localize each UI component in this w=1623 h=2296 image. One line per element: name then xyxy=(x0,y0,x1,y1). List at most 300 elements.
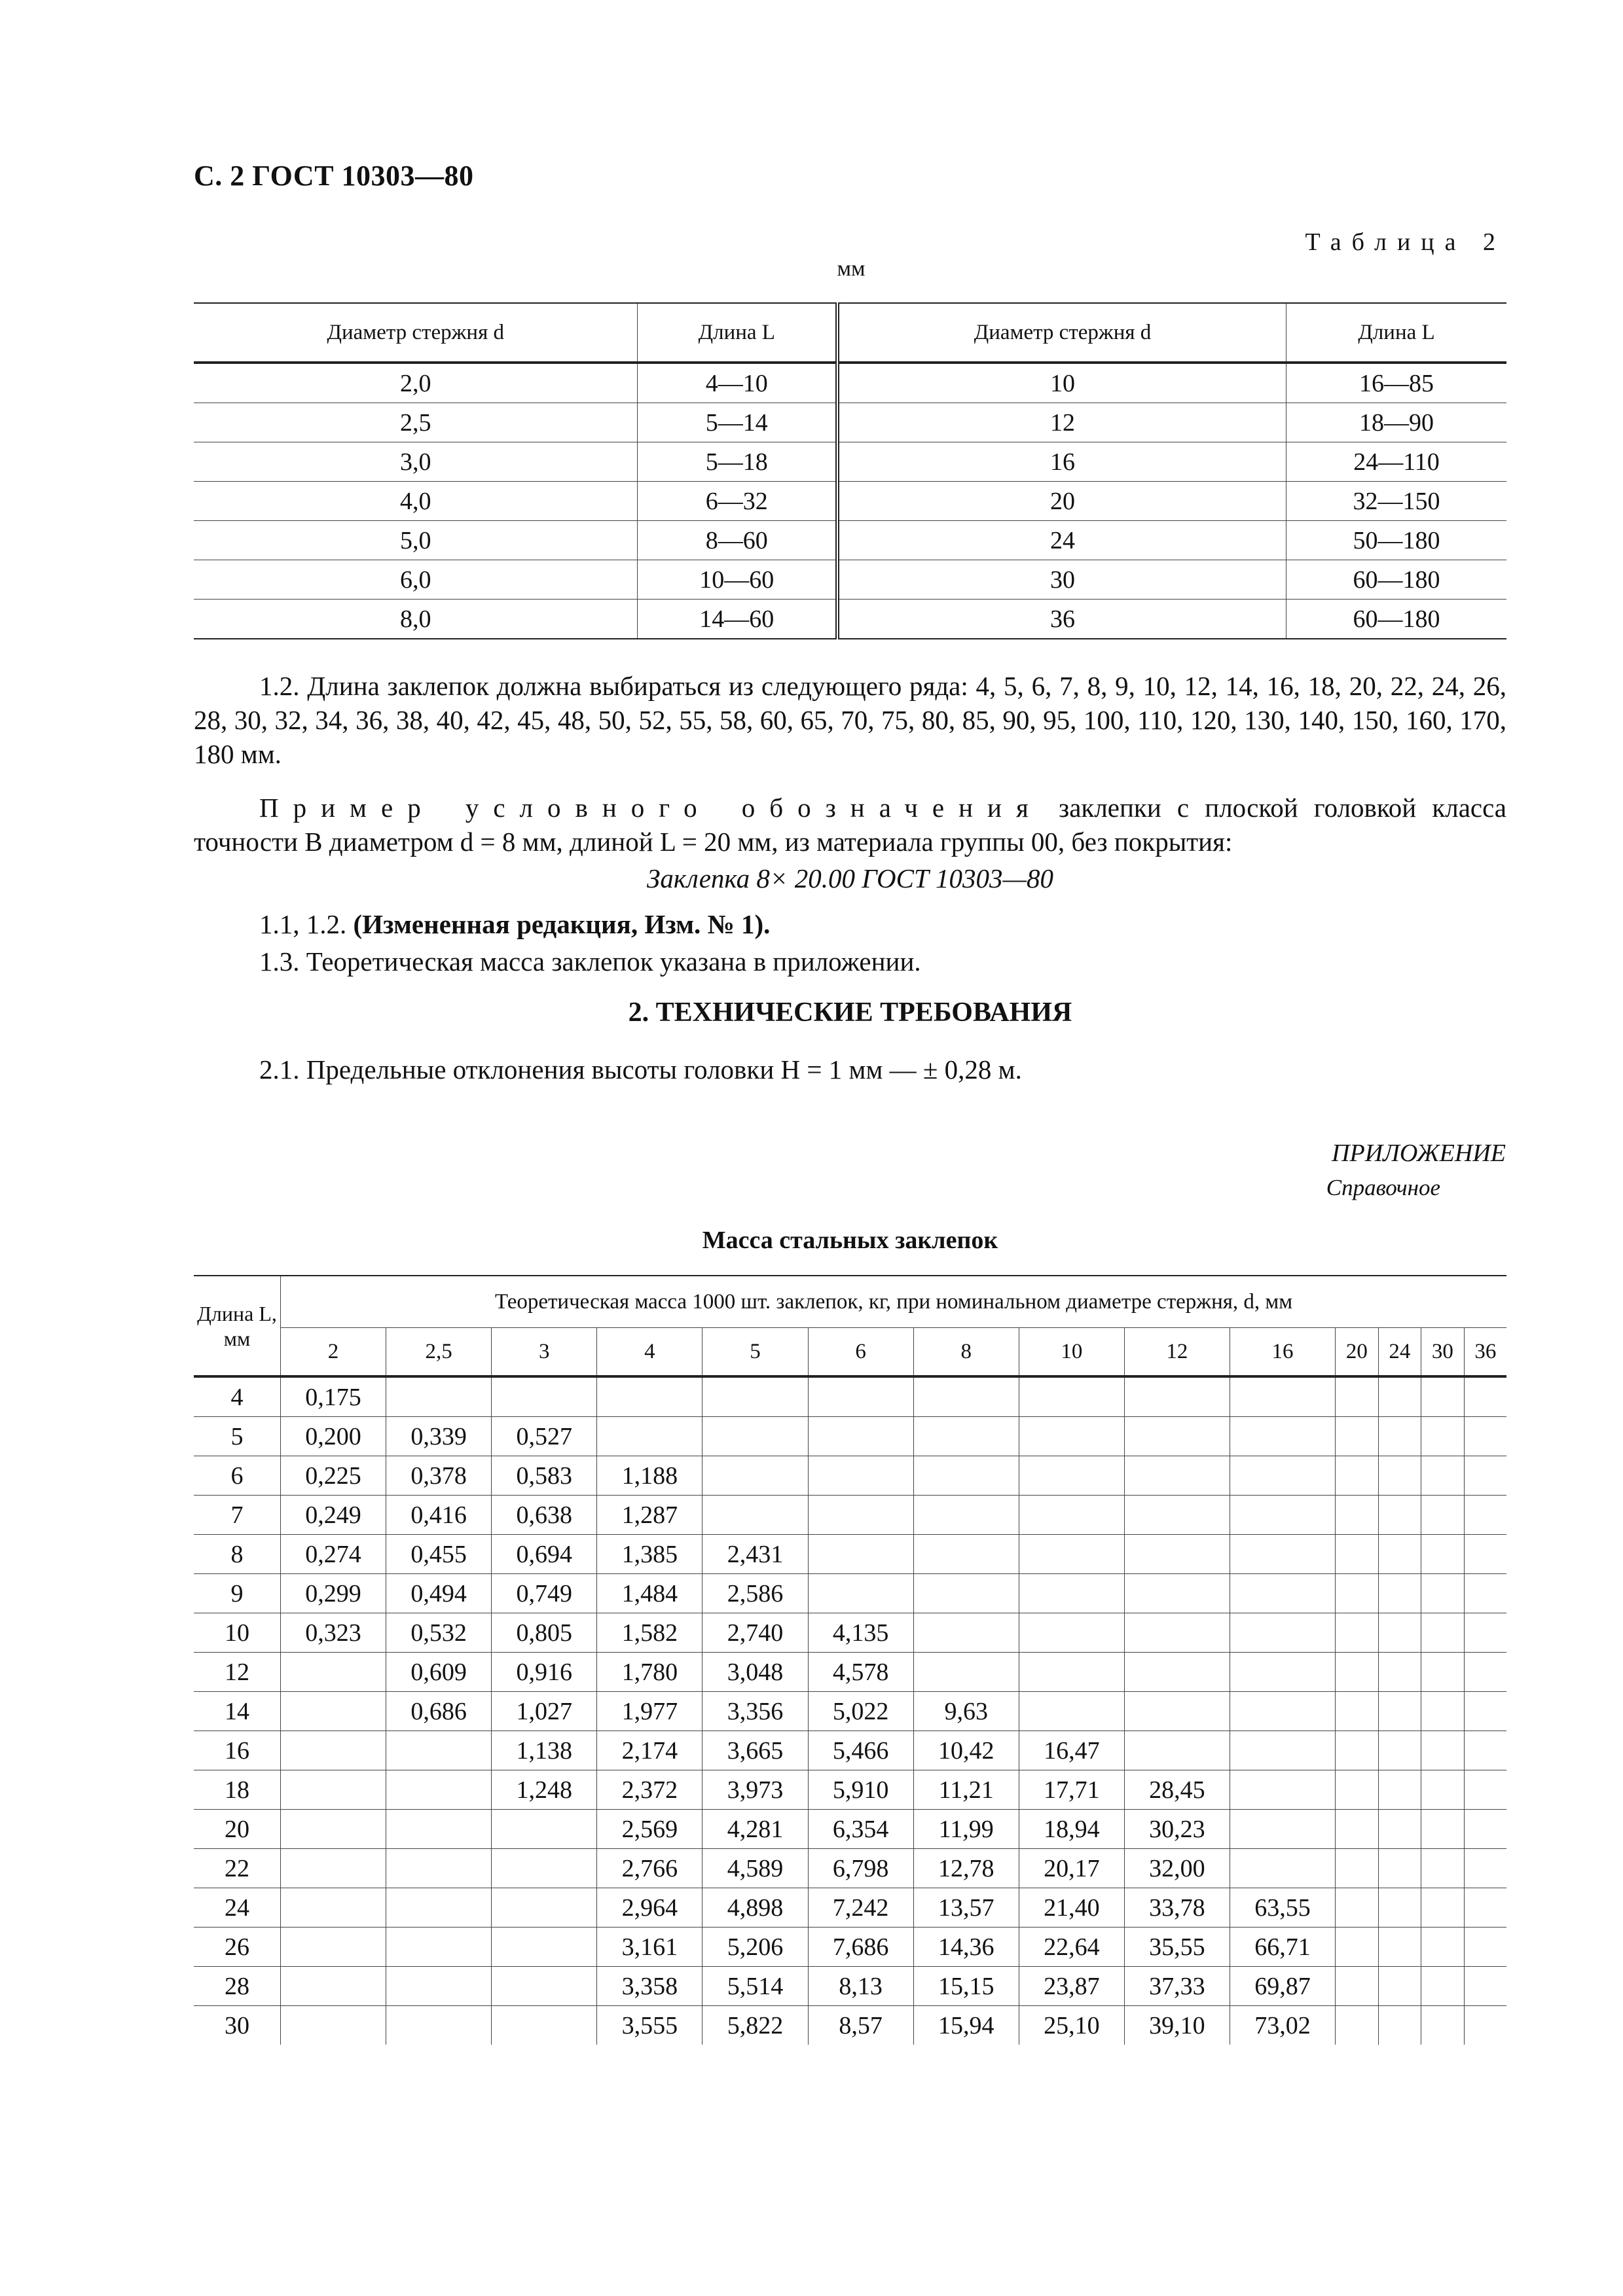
mass-cell xyxy=(1421,1653,1465,1692)
mass-cell xyxy=(1464,1535,1506,1574)
mass-cell: 0,638 xyxy=(492,1496,597,1535)
mass-cell: 3,555 xyxy=(597,2006,702,2045)
mass-cell: 5,466 xyxy=(808,1731,913,1770)
mass-cell xyxy=(1421,1928,1465,1967)
length-cell: 6 xyxy=(194,1456,281,1496)
mass-cell xyxy=(1124,1417,1230,1456)
mass-cell: 2,431 xyxy=(702,1535,808,1574)
mass-cell xyxy=(386,1731,492,1770)
mass-cell xyxy=(1464,1653,1506,1692)
mass-cell: 4,281 xyxy=(702,1810,808,1849)
mass-cell xyxy=(808,1496,913,1535)
mass-cell xyxy=(1230,1535,1335,1574)
mass-cell: 15,94 xyxy=(913,2006,1019,2045)
table-cell: 60—180 xyxy=(1286,600,1507,639)
mass-cell xyxy=(1124,1692,1230,1731)
mass-cell: 69,87 xyxy=(1230,1967,1335,2006)
table-cell: 5,0 xyxy=(194,521,638,560)
table-cell: 5—14 xyxy=(638,403,837,442)
amendment-note xyxy=(259,907,1506,941)
mass-cell: 1,385 xyxy=(597,1535,702,1574)
mass-cell xyxy=(1421,1888,1465,1928)
mass-cell: 37,33 xyxy=(1124,1967,1230,2006)
mass-cell xyxy=(1421,1417,1465,1456)
mass-cell xyxy=(1019,1574,1124,1613)
mass-cell: 5,822 xyxy=(702,2006,808,2045)
paragraph-2-1: 2.1. Предельные отклонения высоты головки H = 1 мм — ± 0,28 м. xyxy=(259,1054,1022,1085)
mass-cell: 1,138 xyxy=(492,1731,597,1770)
column-header: Диаметр стержня d xyxy=(194,303,638,363)
mass-cell xyxy=(1464,1731,1506,1770)
mass-cell xyxy=(808,1376,913,1417)
mass-cell: 5,910 xyxy=(808,1770,913,1810)
length-cell: 16 xyxy=(194,1731,281,1770)
mass-cell xyxy=(1124,1574,1230,1613)
mass-cell: 1,977 xyxy=(597,1692,702,1731)
mass-cell xyxy=(1230,1653,1335,1692)
mass-cell xyxy=(281,1849,386,1888)
spaced-heading: Пример условного обозначения xyxy=(259,793,1043,823)
mass-cell xyxy=(492,1888,597,1928)
mass-cell xyxy=(1464,1810,1506,1849)
mass-cell xyxy=(281,1888,386,1928)
diameter-header-row xyxy=(194,1328,1506,1377)
mass-cell: 3,356 xyxy=(702,1692,808,1731)
mass-cell: 4,898 xyxy=(702,1888,808,1928)
amendment-prefix: 1.1, 1.2. xyxy=(259,909,354,939)
mass-cell: 0,686 xyxy=(386,1692,492,1731)
mass-cell xyxy=(386,1849,492,1888)
mass-cell xyxy=(913,1613,1019,1653)
mass-cell xyxy=(1230,1376,1335,1417)
mass-cell xyxy=(492,2006,597,2045)
diameter-header: 8 xyxy=(913,1328,1019,1377)
length-cell: 5 xyxy=(194,1417,281,1456)
mass-cell xyxy=(281,1810,386,1849)
mass-cell xyxy=(1019,1692,1124,1731)
mass-cell xyxy=(281,1770,386,1810)
mass-cell xyxy=(386,1810,492,1849)
mass-cell xyxy=(1378,1731,1421,1770)
diameter-header: 24 xyxy=(1378,1328,1421,1377)
mass-table-title: Масса стальных заклепок xyxy=(702,1227,998,1254)
mass-cell: 0,916 xyxy=(492,1653,597,1692)
mass-cell xyxy=(1336,1810,1379,1849)
table-cell: 36 xyxy=(837,600,1286,639)
mass-cell: 7,686 xyxy=(808,1928,913,1967)
mass-cell: 5,022 xyxy=(808,1692,913,1731)
mass-cell: 39,10 xyxy=(1124,2006,1230,2045)
column-header: Длина L xyxy=(638,303,837,363)
mass-cell: 2,740 xyxy=(702,1613,808,1653)
table-row xyxy=(194,1770,1506,1810)
mass-cell: 63,55 xyxy=(1230,1888,1335,1928)
diameter-header: 4 xyxy=(597,1328,702,1377)
diameter-header: 3 xyxy=(492,1328,597,1377)
mass-cell xyxy=(1336,1888,1379,1928)
table-cell: 60—180 xyxy=(1286,560,1507,600)
length-cell: 22 xyxy=(194,1849,281,1888)
mass-cell xyxy=(1378,1613,1421,1653)
mass-cell: 14,36 xyxy=(913,1928,1019,1967)
mass-cell xyxy=(1464,1967,1506,2006)
mass-span-header: Теоретическая масса 1000 шт. заклепок, кг, при номинальном диаметре стержня, d, мм xyxy=(281,1276,1507,1328)
mass-cell xyxy=(281,2006,386,2045)
mass-cell xyxy=(1230,1731,1335,1770)
mass-cell xyxy=(1019,1653,1124,1692)
diameter-header: 10 xyxy=(1019,1328,1124,1377)
mass-cell xyxy=(1230,1810,1335,1849)
mass-cell xyxy=(1124,1496,1230,1535)
mass-cell xyxy=(1230,1613,1335,1653)
table-row xyxy=(194,2006,1506,2045)
diameter-header: 20 xyxy=(1336,1328,1379,1377)
mass-cell: 10,42 xyxy=(913,1731,1019,1770)
mass-cell xyxy=(808,1456,913,1496)
mass-cell: 12,78 xyxy=(913,1849,1019,1888)
mass-cell xyxy=(1464,1613,1506,1653)
table-cell: 8,0 xyxy=(194,600,638,639)
mass-cell: 3,665 xyxy=(702,1731,808,1770)
page-header: С. 2 ГОСТ 10303—80 xyxy=(194,160,474,192)
mass-cell xyxy=(1019,1456,1124,1496)
mass-cell xyxy=(1378,1888,1421,1928)
mass-cell xyxy=(1230,1770,1335,1810)
mass-cell xyxy=(1464,1692,1506,1731)
mass-cell xyxy=(281,1928,386,1967)
table-cell: 24—110 xyxy=(1286,442,1507,482)
table-row xyxy=(194,363,1506,403)
mass-cell: 6,354 xyxy=(808,1810,913,1849)
table-row xyxy=(194,1888,1506,1928)
mass-cell xyxy=(1336,2006,1379,2045)
mass-cell xyxy=(1464,1417,1506,1456)
mass-cell xyxy=(386,1376,492,1417)
table-header-row xyxy=(194,303,1506,363)
mass-cell: 0,609 xyxy=(386,1653,492,1692)
mass-cell xyxy=(1230,1456,1335,1496)
mass-cell xyxy=(1464,1456,1506,1496)
mass-cell xyxy=(597,1417,702,1456)
mass-cell xyxy=(1019,1496,1124,1535)
example-text: заклепки с плоской головкой класса точности В диаметром d = 8 мм, длиной L = 20 мм, из материала группы 00, без покрытия: xyxy=(194,793,1506,857)
mass-cell: 3,048 xyxy=(702,1653,808,1692)
mass-cell: 20,17 xyxy=(1019,1849,1124,1888)
mass-cell xyxy=(1124,1535,1230,1574)
mass-cell xyxy=(702,1456,808,1496)
mass-cell xyxy=(1378,1376,1421,1417)
mass-cell xyxy=(1421,1770,1465,1810)
rod-length-table xyxy=(194,302,1506,639)
table-row xyxy=(194,403,1506,442)
mass-cell xyxy=(1378,2006,1421,2045)
mass-cell xyxy=(492,1810,597,1849)
mass-cell xyxy=(1421,1967,1465,2006)
table-cell: 6—32 xyxy=(638,482,837,521)
mass-cell: 16,47 xyxy=(1019,1731,1124,1770)
table-cell: 10 xyxy=(837,363,1286,403)
table-row xyxy=(194,482,1506,521)
designation-example xyxy=(194,791,1506,859)
mass-cell xyxy=(1378,1849,1421,1888)
table-cell: 4,0 xyxy=(194,482,638,521)
table-cell: 32—150 xyxy=(1286,482,1507,521)
mass-cell: 3,161 xyxy=(597,1928,702,1967)
mass-cell: 2,586 xyxy=(702,1574,808,1613)
mass-cell xyxy=(1124,1731,1230,1770)
mass-cell xyxy=(1230,1417,1335,1456)
mass-cell xyxy=(386,1928,492,1967)
mass-cell xyxy=(386,1967,492,2006)
mass-cell: 35,55 xyxy=(1124,1928,1230,1967)
length-header: Длина L, мм xyxy=(194,1276,281,1376)
mass-cell xyxy=(1464,1574,1506,1613)
mass-cell: 4,135 xyxy=(808,1613,913,1653)
mass-cell xyxy=(702,1376,808,1417)
mass-cell: 1,248 xyxy=(492,1770,597,1810)
table-cell: 30 xyxy=(837,560,1286,600)
mass-cell xyxy=(1464,2006,1506,2045)
mass-cell: 32,00 xyxy=(1124,1849,1230,1888)
length-cell: 8 xyxy=(194,1535,281,1574)
length-cell: 9 xyxy=(194,1574,281,1613)
table-cell: 5—18 xyxy=(638,442,837,482)
length-cell: 26 xyxy=(194,1928,281,1967)
mass-cell xyxy=(1230,1849,1335,1888)
diameter-header: 16 xyxy=(1230,1328,1335,1377)
mass-cell xyxy=(1336,1496,1379,1535)
mass-cell: 33,78 xyxy=(1124,1888,1230,1928)
table-row xyxy=(194,1849,1506,1888)
mass-cell: 1,582 xyxy=(597,1613,702,1653)
mass-cell: 17,71 xyxy=(1019,1770,1124,1810)
diameter-header: 2 xyxy=(281,1328,386,1377)
mass-cell xyxy=(1336,1967,1379,2006)
mass-cell xyxy=(1124,1376,1230,1417)
length-cell: 18 xyxy=(194,1770,281,1810)
table-row xyxy=(194,1613,1506,1653)
mass-cell xyxy=(1019,1535,1124,1574)
mass-cell xyxy=(1378,1456,1421,1496)
table-cell: 2,0 xyxy=(194,363,638,403)
mass-cell: 2,372 xyxy=(597,1770,702,1810)
mass-cell xyxy=(913,1496,1019,1535)
mass-cell xyxy=(1378,1928,1421,1967)
table-row xyxy=(194,1535,1506,1574)
mass-cell xyxy=(1336,1574,1379,1613)
designation-line: Заклепка 8× 20.00 ГОСТ 10303—80 xyxy=(647,863,1053,893)
mass-cell xyxy=(492,1967,597,2006)
mass-cell xyxy=(808,1417,913,1456)
mass-cell xyxy=(1378,1967,1421,2006)
mass-cell xyxy=(1421,1849,1465,1888)
mass-cell xyxy=(1336,1456,1379,1496)
mass-cell xyxy=(1378,1692,1421,1731)
length-cell: 20 xyxy=(194,1810,281,1849)
mass-cell: 0,175 xyxy=(281,1376,386,1417)
table-row xyxy=(194,521,1506,560)
length-cell: 14 xyxy=(194,1692,281,1731)
mass-cell xyxy=(1421,1613,1465,1653)
table-row xyxy=(194,1653,1506,1692)
mass-cell xyxy=(1019,1376,1124,1417)
mass-cell xyxy=(281,1653,386,1692)
mass-cell: 0,200 xyxy=(281,1417,386,1456)
table2-label: Таблица 2 xyxy=(1305,228,1506,256)
mass-cell xyxy=(1019,1613,1124,1653)
mass-cell xyxy=(913,1417,1019,1456)
mass-cell xyxy=(1378,1810,1421,1849)
mass-cell xyxy=(913,1376,1019,1417)
mass-cell: 25,10 xyxy=(1019,2006,1124,2045)
mass-cell xyxy=(281,1967,386,2006)
table-row xyxy=(194,1496,1506,1535)
mass-cell: 0,339 xyxy=(386,1417,492,1456)
mass-cell: 0,494 xyxy=(386,1574,492,1613)
table-row xyxy=(194,1456,1506,1496)
table-cell: 3,0 xyxy=(194,442,638,482)
mass-cell: 0,455 xyxy=(386,1535,492,1574)
annex-title: ПРИЛОЖЕНИЕ xyxy=(1332,1139,1506,1167)
mass-cell xyxy=(1230,1574,1335,1613)
mass-cell xyxy=(386,2006,492,2045)
mass-cell: 73,02 xyxy=(1230,2006,1335,2045)
mass-cell: 0,694 xyxy=(492,1535,597,1574)
mass-cell xyxy=(1421,1574,1465,1613)
mass-cell: 6,798 xyxy=(808,1849,913,1888)
length-cell: 12 xyxy=(194,1653,281,1692)
mass-cell: 0,527 xyxy=(492,1417,597,1456)
mass-cell xyxy=(1421,1496,1465,1535)
mass-cell: 23,87 xyxy=(1019,1967,1124,2006)
mass-cell: 0,299 xyxy=(281,1574,386,1613)
mass-cell: 0,749 xyxy=(492,1574,597,1613)
mass-cell: 2,569 xyxy=(597,1810,702,1849)
table-cell: 18—90 xyxy=(1286,403,1507,442)
mass-cell: 3,358 xyxy=(597,1967,702,2006)
mass-cell: 7,242 xyxy=(808,1888,913,1928)
mass-cell xyxy=(1336,1731,1379,1770)
mass-cell xyxy=(808,1535,913,1574)
mass-cell xyxy=(1336,1770,1379,1810)
mass-cell: 1,027 xyxy=(492,1692,597,1731)
mass-cell: 11,21 xyxy=(913,1770,1019,1810)
mass-cell xyxy=(492,1928,597,1967)
mass-cell xyxy=(1336,1376,1379,1417)
table-cell: 10—60 xyxy=(638,560,837,600)
table-cell: 2,5 xyxy=(194,403,638,442)
table-row xyxy=(194,1376,1506,1417)
mass-cell xyxy=(1464,1496,1506,1535)
table-row xyxy=(194,1574,1506,1613)
table-row xyxy=(194,1417,1506,1456)
mass-cell xyxy=(702,1417,808,1456)
mass-cell xyxy=(808,1574,913,1613)
mass-cell xyxy=(1378,1535,1421,1574)
mass-cell: 2,964 xyxy=(597,1888,702,1928)
mass-cell xyxy=(913,1535,1019,1574)
table-cell: 4—10 xyxy=(638,363,837,403)
mass-cell: 1,780 xyxy=(597,1653,702,1692)
length-cell: 24 xyxy=(194,1888,281,1928)
table-cell: 16 xyxy=(837,442,1286,482)
table-row xyxy=(194,1967,1506,2006)
mass-cell: 66,71 xyxy=(1230,1928,1335,1967)
mass-cell: 8,13 xyxy=(808,1967,913,2006)
diameter-header: 36 xyxy=(1464,1328,1506,1377)
mass-cell xyxy=(386,1770,492,1810)
mass-cell xyxy=(913,1574,1019,1613)
mass-cell: 8,57 xyxy=(808,2006,913,2045)
mass-cell xyxy=(1336,1849,1379,1888)
table-row xyxy=(194,600,1506,639)
diameter-header: 12 xyxy=(1124,1328,1230,1377)
mass-cell: 0,532 xyxy=(386,1613,492,1653)
mass-cell xyxy=(1378,1496,1421,1535)
diameter-header: 6 xyxy=(808,1328,913,1377)
diameter-header: 5 xyxy=(702,1328,808,1377)
mass-cell xyxy=(1421,1456,1465,1496)
mass-cell: 0,274 xyxy=(281,1535,386,1574)
mass-cell: 30,23 xyxy=(1124,1810,1230,1849)
mass-cell xyxy=(1464,1888,1506,1928)
mass-cell xyxy=(492,1849,597,1888)
mass-cell: 3,973 xyxy=(702,1770,808,1810)
mass-cell: 4,578 xyxy=(808,1653,913,1692)
paragraph-1-2: 1.2. Длина заклепок должна выбираться из следующего ряда: 4, 5, 6, 7, 8, 9, 10, 12, 14, 16, 18, 20, 22, 24, 26, 28, 30, 32, 34, 36, 38, 40, 42, 45, 48, 50, 52, 55, 58, 60, 65, 70, 75, 80, 85, 90, 95, 100, 110, 120, 130, 140, 150, 160, 170, 180 мм. xyxy=(194,671,1506,769)
length-cell: 10 xyxy=(194,1613,281,1653)
mass-cell: 0,378 xyxy=(386,1456,492,1496)
mass-cell xyxy=(1230,1496,1335,1535)
table-row xyxy=(194,1731,1506,1770)
mass-cell: 4,589 xyxy=(702,1849,808,1888)
table-row xyxy=(194,1810,1506,1849)
mass-cell: 5,206 xyxy=(702,1928,808,1967)
mass-cell xyxy=(1336,1692,1379,1731)
mass-cell: 5,514 xyxy=(702,1967,808,2006)
mass-cell xyxy=(1421,1731,1465,1770)
mass-cell: 1,287 xyxy=(597,1496,702,1535)
table-row xyxy=(194,560,1506,600)
mass-cell: 0,225 xyxy=(281,1456,386,1496)
mass-cell xyxy=(1336,1928,1379,1967)
mass-cell xyxy=(1336,1613,1379,1653)
mass-cell xyxy=(702,1496,808,1535)
mass-cell xyxy=(1336,1535,1379,1574)
table-cell: 50—180 xyxy=(1286,521,1507,560)
length-cell: 28 xyxy=(194,1967,281,2006)
mass-cell: 18,94 xyxy=(1019,1810,1124,1849)
mass-cell xyxy=(913,1456,1019,1496)
table-cell: 8—60 xyxy=(638,521,837,560)
length-cell: 7 xyxy=(194,1496,281,1535)
amendment-bold: (Измененная редакция, Изм. № 1). xyxy=(353,909,771,939)
mass-cell: 2,174 xyxy=(597,1731,702,1770)
column-header: Диаметр стержня d xyxy=(837,303,1286,363)
mass-header-row xyxy=(194,1276,1506,1328)
mass-cell xyxy=(1019,1417,1124,1456)
mass-cell: 0,416 xyxy=(386,1496,492,1535)
table-cell: 24 xyxy=(837,521,1286,560)
mass-cell: 1,484 xyxy=(597,1574,702,1613)
mass-cell xyxy=(1336,1653,1379,1692)
mass-cell: 11,99 xyxy=(913,1810,1019,1849)
length-cell: 30 xyxy=(225,2011,249,2039)
mass-cell: 2,766 xyxy=(597,1849,702,1888)
table-row xyxy=(194,1692,1506,1731)
mass-cell xyxy=(1378,1574,1421,1613)
mass-cell xyxy=(1124,1456,1230,1496)
